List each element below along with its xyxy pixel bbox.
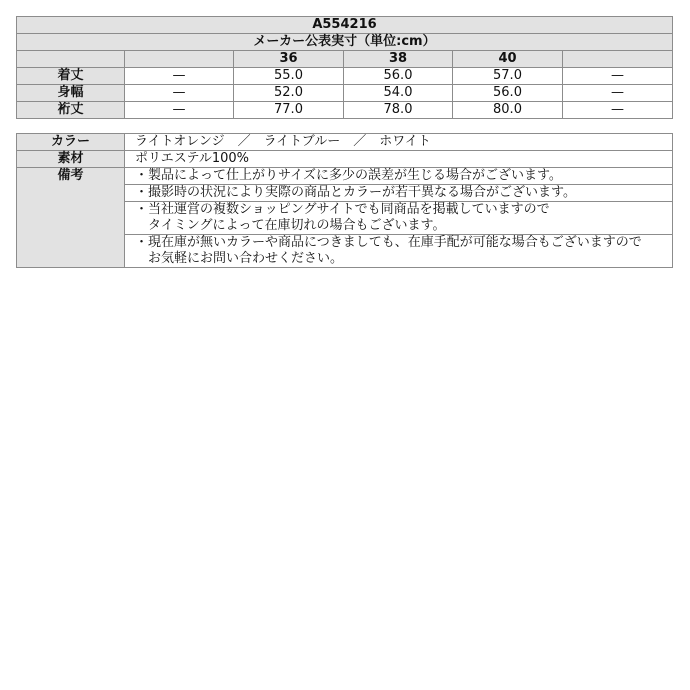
table-row (17, 134, 673, 151)
measurement-value: 55.0 (234, 68, 344, 85)
note-item (125, 235, 673, 268)
measurement-label: 裄丈 (17, 102, 125, 119)
measurement-value: — (125, 85, 234, 102)
measurement-value: 80.0 (453, 102, 563, 119)
note-item (125, 168, 673, 185)
measurement-value: 54.0 (344, 85, 453, 102)
note-item (125, 185, 673, 202)
measurement-value: — (125, 68, 234, 85)
table-row (17, 151, 673, 168)
measurement-value: — (563, 85, 673, 102)
note-line: ・製品によって仕上がりサイズに多少の誤差が生じる場合がございます。 (135, 168, 562, 183)
table-row (17, 68, 673, 85)
note-line: お気軽にお問い合わせください。 (135, 251, 344, 266)
size-header: 36 (234, 51, 344, 68)
table-row (17, 85, 673, 102)
material-value: ポリエステル100% (125, 151, 673, 168)
measurement-value: 52.0 (234, 85, 344, 102)
product-code: A554216 (17, 17, 673, 34)
table-row (17, 168, 673, 185)
measurement-value: 56.0 (453, 85, 563, 102)
note-line: タイミングによって在庫切れの場合もございます。 (135, 218, 446, 233)
measurement-value: — (563, 68, 673, 85)
size-header-row (17, 51, 673, 68)
measurement-value: 78.0 (344, 102, 453, 119)
product-info-table (16, 133, 673, 268)
note-line: ・現在庫が無いカラーや商品につきましても、在庫手配が可能な場合もございますので (135, 235, 642, 250)
notes-label: 備考 (17, 168, 125, 268)
table-row (17, 102, 673, 119)
measurement-value: — (563, 102, 673, 119)
size-table (16, 16, 673, 119)
size-header: 40 (453, 51, 563, 68)
size-header (563, 51, 673, 68)
measurement-value: — (125, 102, 234, 119)
measurement-label: 着丈 (17, 68, 125, 85)
size-header (125, 51, 234, 68)
measurement-value: 77.0 (234, 102, 344, 119)
size-table-subtitle: メーカー公表実寸（単位:cm） (17, 34, 673, 51)
measurement-label: 身幅 (17, 85, 125, 102)
corner-cell (17, 51, 125, 68)
measurement-value: 57.0 (453, 68, 563, 85)
material-label: 素材 (17, 151, 125, 168)
size-header: 38 (344, 51, 453, 68)
measurement-value: 56.0 (344, 68, 453, 85)
note-line: ・撮影時の状況により実際の商品とカラーが若干異なる場合がございます。 (135, 185, 576, 200)
note-item (125, 202, 673, 235)
color-value: ライトオレンジ ／ ライトブルー ／ ホワイト (125, 134, 673, 151)
note-line: ・当社運営の複数ショッピングサイトでも同商品を掲載していますので (135, 202, 550, 217)
color-label: カラー (17, 134, 125, 151)
